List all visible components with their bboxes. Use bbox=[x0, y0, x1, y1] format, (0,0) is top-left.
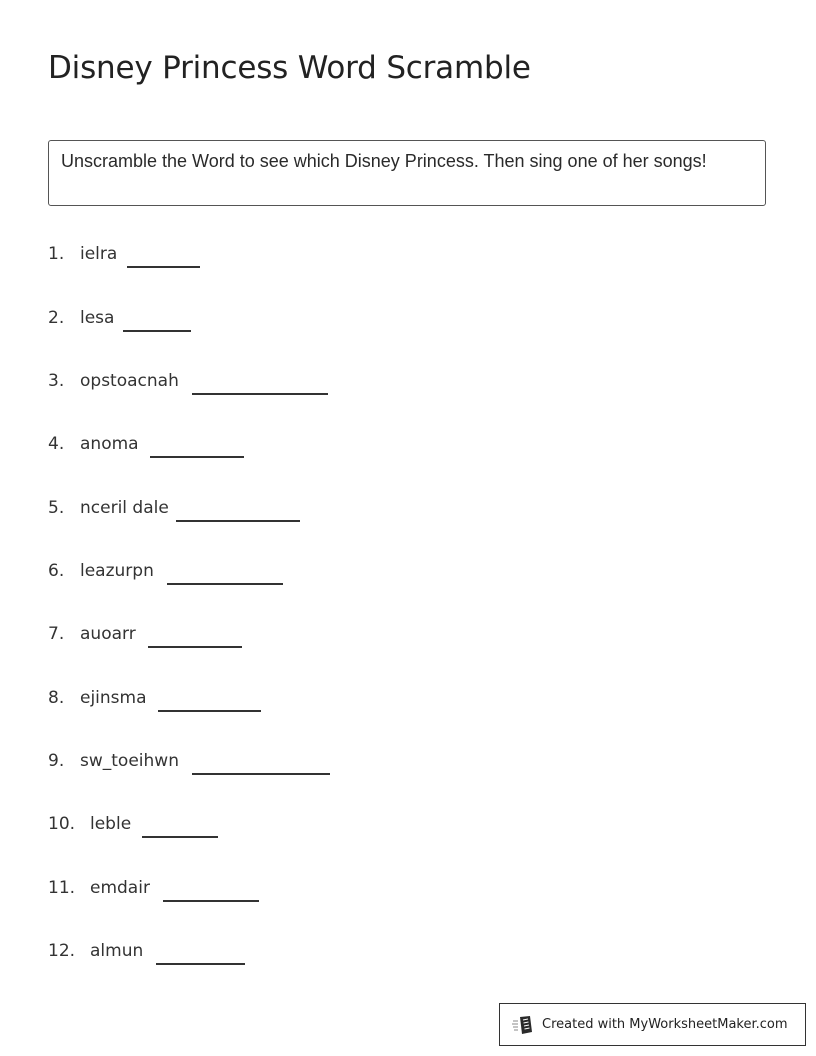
footer-credit-text[interactable]: Created with MyWorksheetMaker.com bbox=[542, 1017, 788, 1032]
scrambled-word: sw_toeihwn bbox=[80, 751, 179, 771]
scrambled-word: opstoacnah bbox=[80, 371, 179, 391]
answer-blank[interactable] bbox=[148, 646, 242, 648]
answer-blank[interactable] bbox=[156, 963, 245, 965]
item-number: 8. bbox=[48, 688, 65, 708]
scrambled-word: emdair bbox=[90, 878, 150, 898]
scrambled-word: leazurpn bbox=[80, 561, 154, 581]
worksheet-maker-logo-icon bbox=[512, 1014, 534, 1036]
scrambled-word: nceril dale bbox=[80, 498, 169, 518]
answer-blank[interactable] bbox=[163, 900, 259, 902]
item-number: 1. bbox=[48, 244, 65, 264]
item-number: 4. bbox=[48, 434, 65, 454]
item-number: 10. bbox=[48, 814, 76, 834]
scrambled-word: ielra bbox=[80, 244, 118, 264]
list-item bbox=[48, 878, 150, 908]
list-item bbox=[48, 814, 132, 844]
item-number: 11. bbox=[48, 878, 76, 898]
item-number: 3. bbox=[48, 371, 65, 391]
item-number: 6. bbox=[48, 561, 65, 581]
answer-blank[interactable] bbox=[192, 773, 330, 775]
item-number: 7. bbox=[48, 624, 65, 644]
item-number: 5. bbox=[48, 498, 65, 518]
list-item bbox=[48, 941, 144, 971]
item-number: 12. bbox=[48, 941, 76, 961]
item-number: 2. bbox=[48, 308, 65, 328]
answer-blank[interactable] bbox=[176, 520, 300, 522]
scrambled-word: leble bbox=[90, 814, 132, 834]
list-item bbox=[48, 244, 118, 274]
list-item bbox=[48, 434, 139, 464]
scrambled-word: almun bbox=[90, 941, 144, 961]
scrambled-word: lesa bbox=[80, 308, 115, 328]
answer-blank[interactable] bbox=[192, 393, 328, 395]
list-item bbox=[48, 371, 179, 401]
scrambled-word: auoarr bbox=[80, 624, 136, 644]
answer-blank[interactable] bbox=[167, 583, 283, 585]
list-item bbox=[48, 498, 169, 528]
scrambled-word: anoma bbox=[80, 434, 139, 454]
list-item bbox=[48, 688, 147, 718]
answer-blank[interactable] bbox=[150, 456, 244, 458]
instructions-box: Unscramble the Word to see which Disney Princess. Then sing one of her songs! bbox=[48, 140, 766, 206]
scrambled-word: ejinsma bbox=[80, 688, 147, 708]
list-item bbox=[48, 624, 136, 654]
list-item bbox=[48, 561, 154, 591]
answer-blank[interactable] bbox=[158, 710, 261, 712]
footer-credit-box[interactable] bbox=[499, 1003, 806, 1046]
answer-blank[interactable] bbox=[127, 266, 200, 268]
item-number: 9. bbox=[48, 751, 65, 771]
answer-blank[interactable] bbox=[142, 836, 218, 838]
answer-blank[interactable] bbox=[123, 330, 191, 332]
page-title: Disney Princess Word Scramble bbox=[48, 50, 531, 86]
list-item bbox=[48, 751, 179, 781]
list-item bbox=[48, 308, 115, 338]
